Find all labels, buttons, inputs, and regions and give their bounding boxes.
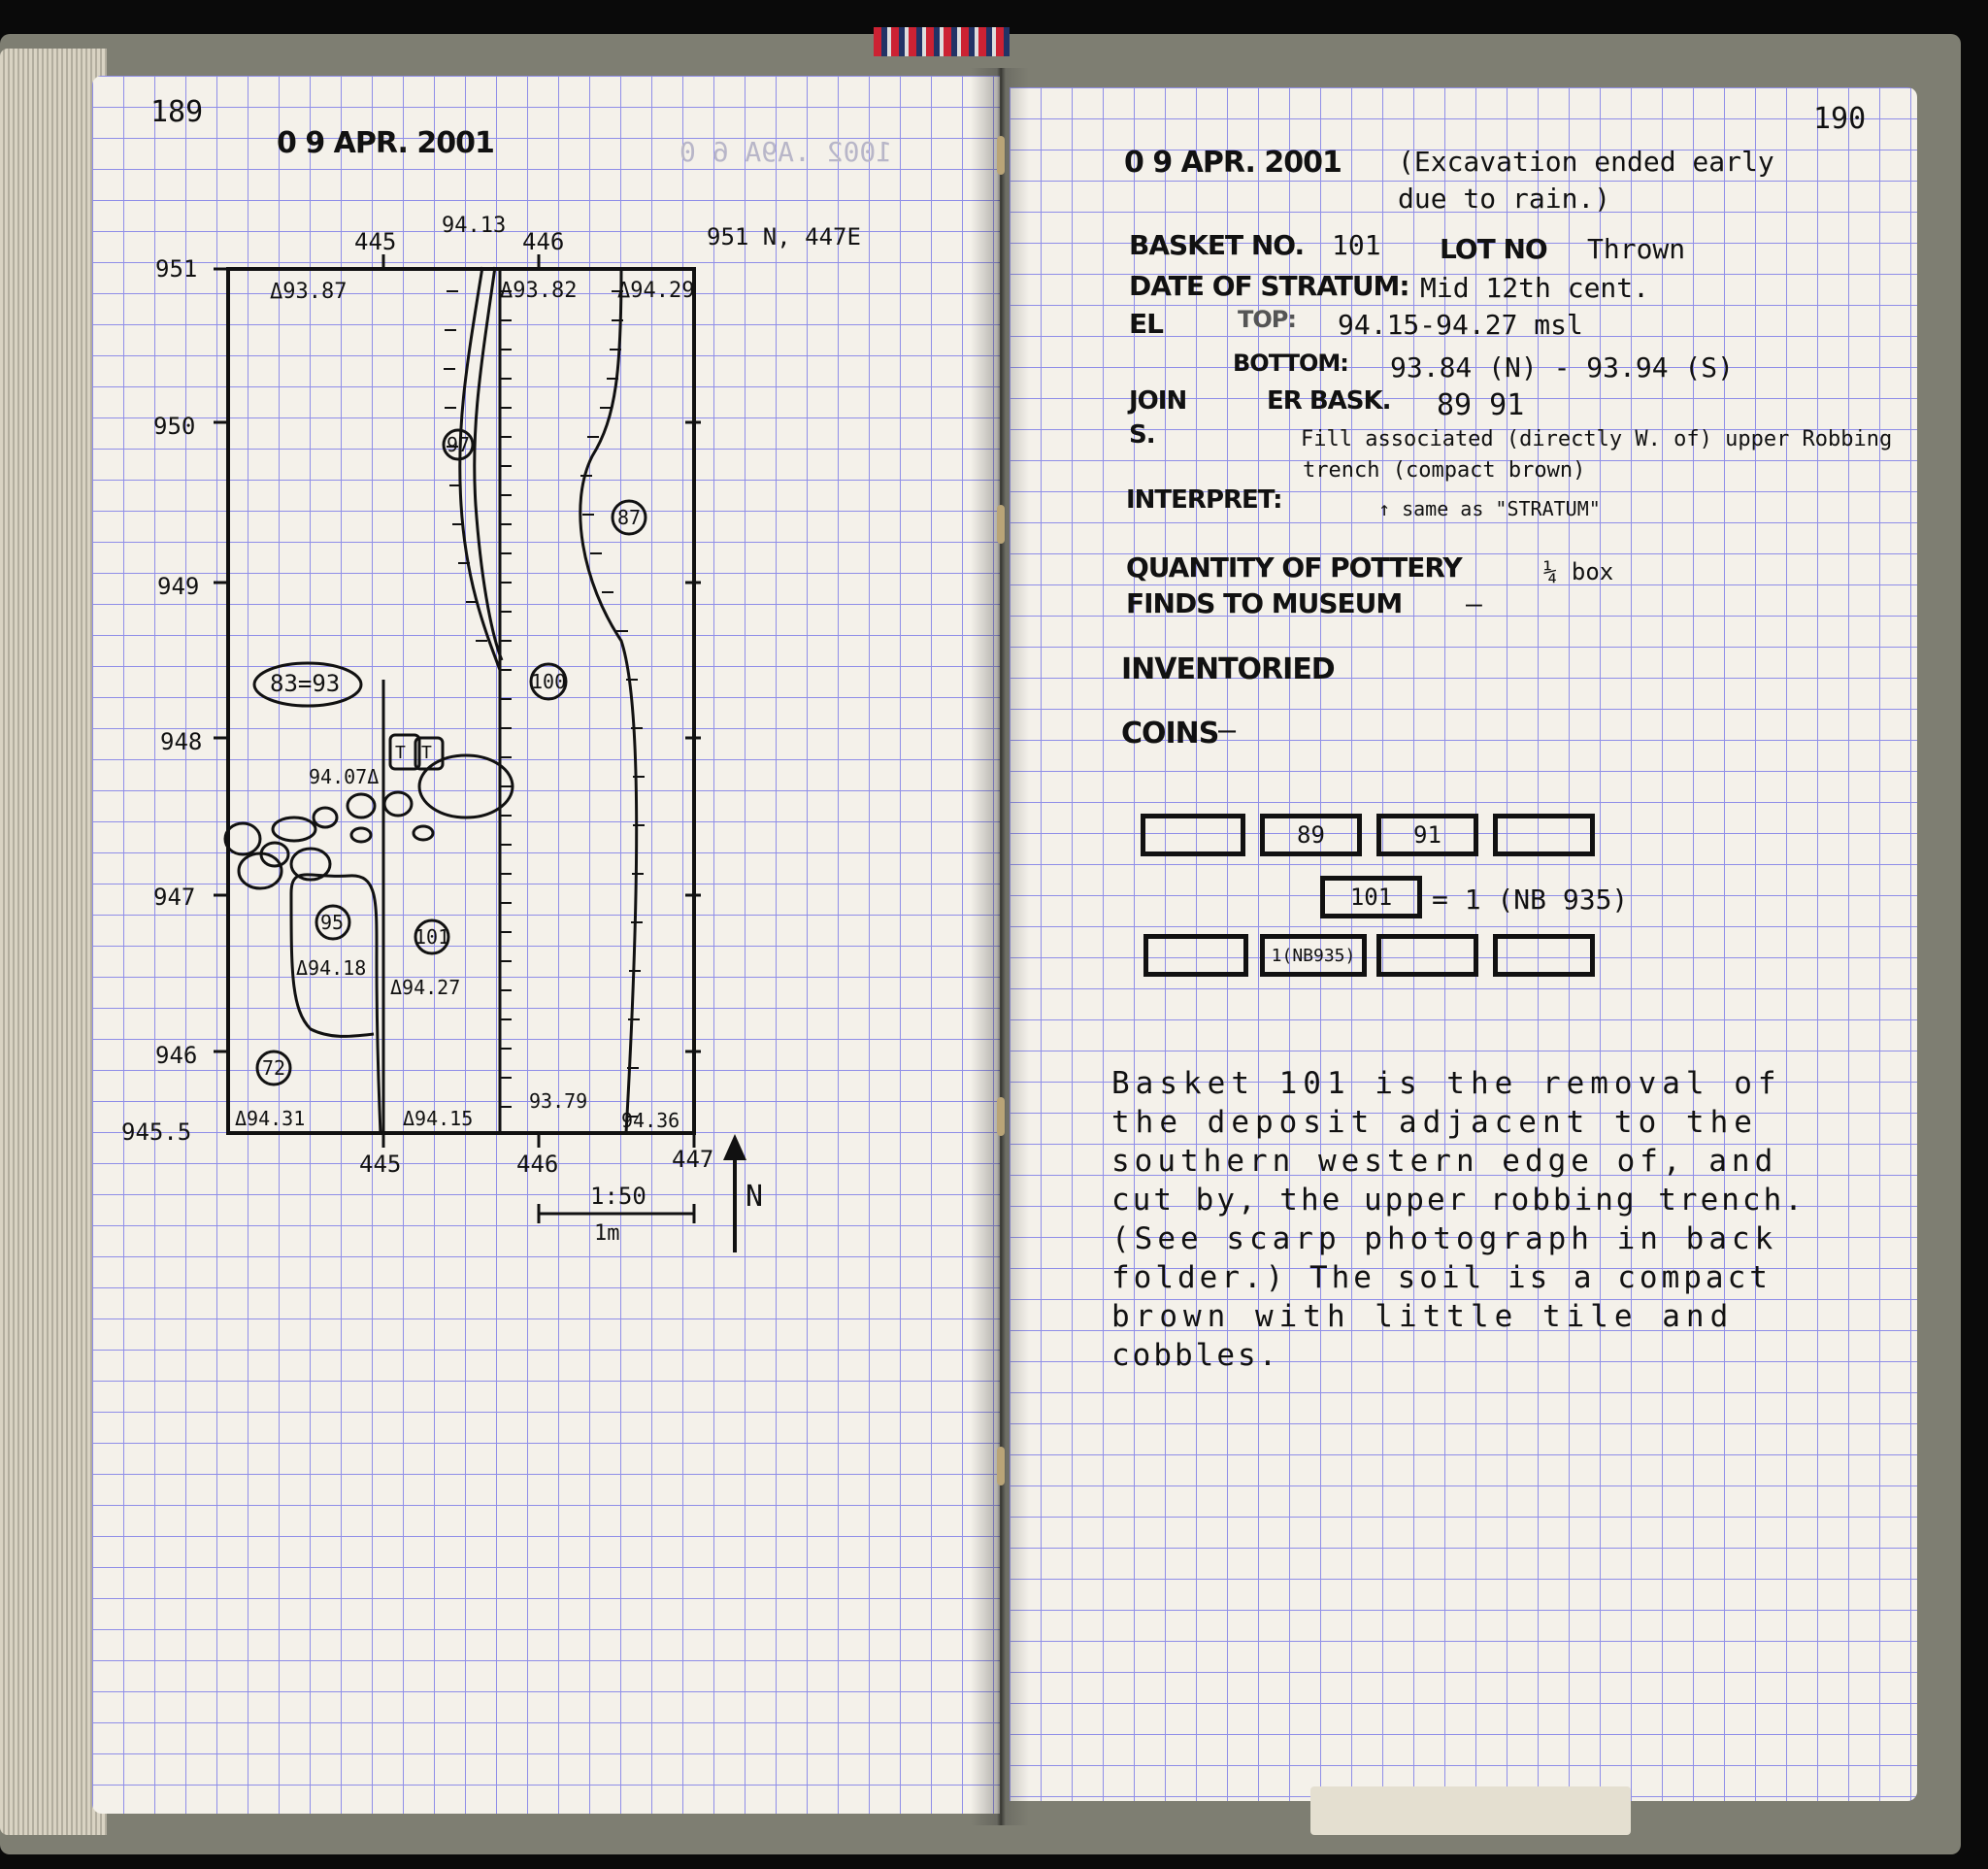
elevation-label: 94.07Δ — [309, 765, 380, 788]
grid-top-label: 94.13 — [442, 214, 507, 238]
basket-circle-label: 101 — [414, 925, 450, 949]
finds-to-museum-value: — — [1466, 587, 1482, 619]
lot-label: LOT NO — [1440, 233, 1547, 265]
note-line: southern western edge of, and — [1111, 1144, 1778, 1179]
diagram-box — [1493, 814, 1595, 856]
trench-line-east — [580, 269, 637, 1133]
diagram-box: 89 — [1260, 814, 1362, 856]
grid-bottom-label: 447 — [672, 1146, 714, 1173]
note-line: cobbles. — [1111, 1338, 1280, 1373]
elevation-label: Δ94.18 — [296, 956, 367, 980]
inventoried-label: INVENTORIED — [1121, 652, 1335, 686]
hatching — [444, 291, 645, 1117]
elevation-label: Δ94.27 — [390, 976, 461, 999]
elevation-label: Δ94.29 — [617, 279, 695, 303]
oval-label: 83=93 — [270, 670, 341, 697]
note-line: folder.) The soil is a compact — [1111, 1260, 1772, 1295]
grid-left-label: 947 — [153, 884, 196, 911]
left-date-stamp: 0 9 APR. 2001 — [277, 126, 494, 160]
elevation-label: Δ93.82 — [500, 279, 578, 303]
basket-value: 101 — [1332, 229, 1381, 261]
diagram-note: = 1 (NB 935) — [1432, 884, 1629, 916]
date-of-stratum-value: Mid 12th cent. — [1420, 272, 1650, 304]
grid-left-label: 950 — [153, 413, 196, 440]
note-line: brown with little tile and — [1111, 1299, 1735, 1334]
basket-circle-label: 97 — [447, 433, 471, 456]
join-label: JOIN — [1129, 386, 1187, 416]
el-top-value: 94.15-94.27 msl — [1338, 309, 1583, 341]
grid-top-label: 446 — [522, 228, 565, 255]
basket-circle-label: 95 — [320, 911, 345, 934]
grid-left-label: 949 — [157, 573, 200, 600]
basket-label: BASKET NO. — [1129, 229, 1305, 261]
north-arrow — [723, 1134, 746, 1252]
ghost-stamp: 1002 .A9A 6 0 — [679, 136, 893, 168]
note-line: cut by, the upper robbing trench. — [1111, 1183, 1806, 1218]
grid-left-label: 945.5 — [121, 1118, 192, 1146]
elevation-label: 93.79 — [529, 1089, 588, 1113]
stone-label: T — [395, 743, 406, 763]
trench-line-west — [460, 267, 500, 670]
join-value: 89 91 — [1437, 388, 1525, 422]
coins-label: COINS — [1121, 717, 1219, 751]
right-date-stamp: 0 9 APR. 2001 — [1124, 146, 1342, 180]
grid-bottom-label: 445 — [359, 1151, 402, 1178]
interpret-value: ↑ same as "STRATUM" — [1378, 497, 1601, 520]
diagram-box: 91 — [1376, 814, 1478, 856]
el-top-label: TOP: — [1238, 306, 1296, 333]
finds-to-museum-label: FINDS TO MUSEUM — [1126, 587, 1403, 619]
elevation-label: 94.36 — [621, 1109, 680, 1132]
stratum-label: S. — [1129, 420, 1155, 450]
diagram-box — [1376, 934, 1478, 977]
diagram-box — [1493, 934, 1595, 977]
quantity-of-pottery-label: QUANTITY OF POTTERY — [1126, 551, 1462, 584]
grid-top-label: 445 — [354, 228, 397, 255]
elevation-label: EL — [1129, 308, 1163, 340]
diagram-box — [1141, 814, 1245, 856]
lot-value: Thrown — [1587, 233, 1686, 265]
note-line: Basket 101 is the removal of — [1111, 1066, 1782, 1101]
note-line: the deposit adjacent to the — [1111, 1105, 1758, 1140]
grid-left-label: 951 — [155, 255, 198, 283]
trench-line-inner — [475, 267, 502, 660]
basket-circle-label: 87 — [617, 506, 642, 529]
date-of-stratum-label: DATE OF STRATUM: — [1129, 270, 1409, 302]
stratum-value-line2: trench (compact brown) — [1303, 458, 1586, 483]
basket-circle-label: 72 — [262, 1056, 286, 1080]
grid-left-label: 948 — [160, 728, 203, 755]
grid-bottom-label: 446 — [516, 1151, 559, 1178]
axis-ticks — [214, 254, 701, 1148]
left-page-number: 189 — [150, 95, 204, 129]
scale-ratio: 1:50 — [590, 1183, 646, 1210]
coins-value: — — [1218, 714, 1237, 748]
elevation-label: Δ94.15 — [403, 1107, 474, 1130]
el-bottom-label: BOTTOM: — [1233, 350, 1348, 377]
stratum-value-line1: Fill associated (directly W. of) upper Robbing — [1301, 427, 1893, 451]
north-label: N — [746, 1180, 764, 1214]
elevation-label: Δ93.87 — [270, 280, 348, 304]
date-note: (Excavation ended early due to rain.) — [1398, 146, 1774, 215]
interpret-label: INTERPRET: — [1126, 485, 1282, 515]
right-page-number: 190 — [1813, 102, 1867, 136]
grid-left-label: 946 — [155, 1042, 198, 1069]
basket-circle-label: 100 — [531, 670, 567, 693]
diagram-box-current: 101 — [1320, 876, 1422, 918]
quantity-of-pottery-value: ¼ box — [1543, 558, 1614, 585]
stones — [225, 735, 513, 888]
el-bottom-value: 93.84 (N) - 93.94 (S) — [1390, 351, 1735, 384]
elevation-label: Δ94.31 — [235, 1107, 306, 1130]
scale-length: 1m — [594, 1221, 620, 1246]
page-tab — [1310, 1786, 1631, 1835]
note-line: (See scarp photograph in back — [1111, 1221, 1778, 1256]
stone-label: T — [421, 743, 432, 763]
join-mid-label: ER BASK. — [1267, 386, 1391, 416]
diagram-box: 1(NB935) — [1260, 934, 1367, 977]
map-corner-label: 951 N, 447E — [707, 223, 861, 250]
diagram-box — [1143, 934, 1248, 977]
